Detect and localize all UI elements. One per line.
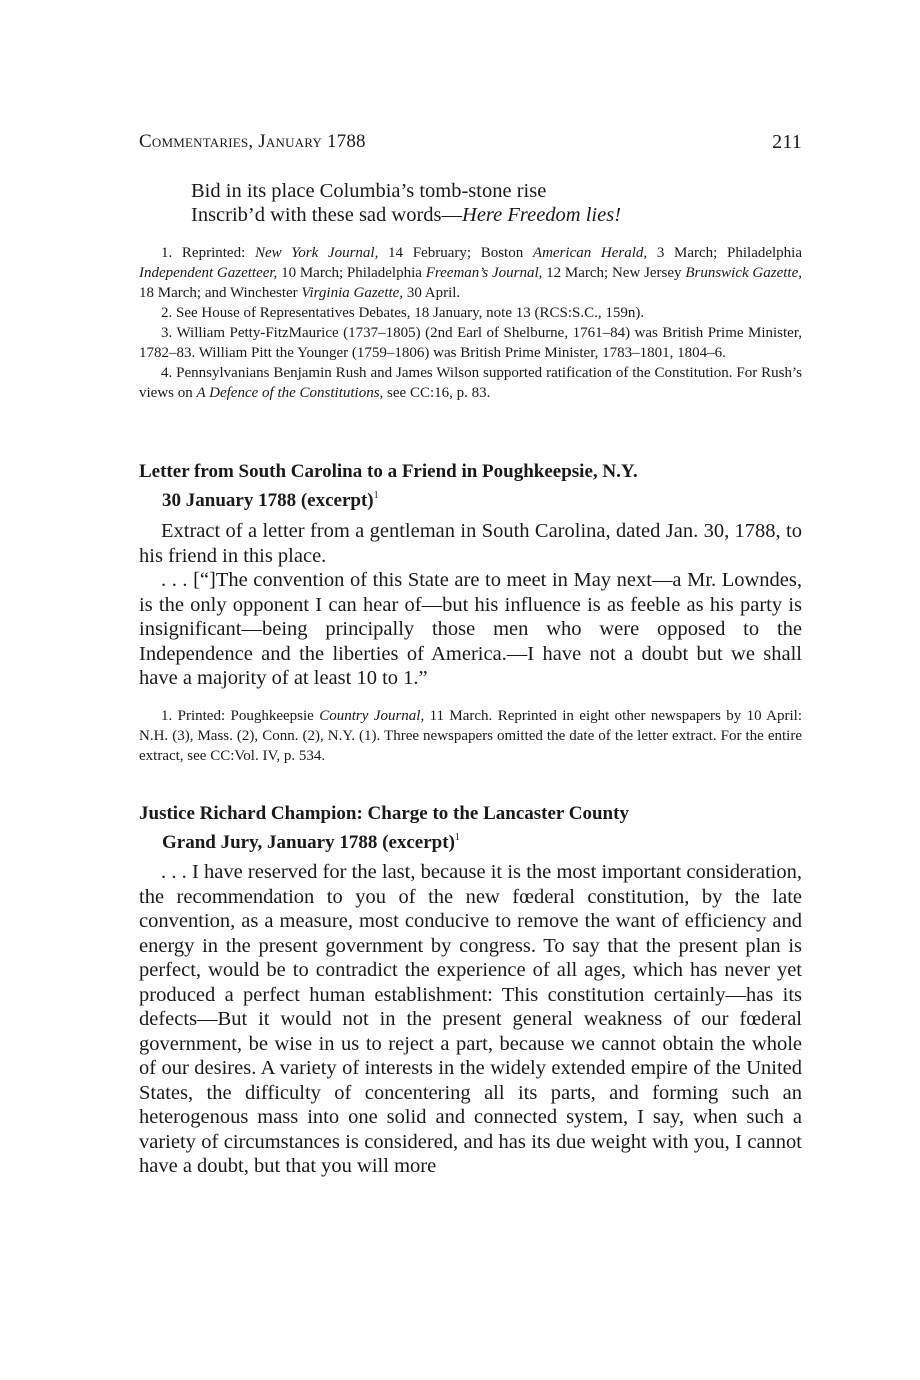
heading-line-2: Grand Jury, January 1788 (excerpt)$^1$ (162, 832, 460, 853)
footnote-ref: 1 (454, 832, 460, 843)
running-head-initial: C (139, 131, 152, 152)
running-header (139, 131, 802, 153)
page-number: 211 (772, 131, 802, 153)
footnote-ref: 1 (373, 490, 379, 501)
poem-line-1: Bid in its place Columbia’s tomb-stone rise (191, 180, 547, 202)
footnote-1: 1. Printed: Poughkeepsie Country Journal, 11 March. Reprinted in eight other newspapers by 10 April: N.H. (3), Mass. (2), Conn. (2), N.Y. (1). Three newspapers omitted the date of the letter extract. For the entire extract, see CC:Vol. IV, p. 534. (139, 708, 802, 764)
running-head-month: anuary (265, 131, 322, 152)
footnote-4: 4. Pennsylvanians Benjamin Rush and James Wilson supported ratification of the Constitution. For Rush’s views on A Defence of the Constitutions, see CC:16, p. 83. (139, 365, 802, 401)
poem-line-2-italic: Here Freedom lies! (462, 204, 622, 226)
section-heading-champion-charge (139, 802, 802, 855)
poem-line-2 (191, 203, 621, 227)
running-head (139, 131, 366, 153)
poem-couplet (191, 179, 621, 227)
running-head-initial-j: J (258, 131, 266, 152)
section-heading-south-carolina-letter (139, 460, 802, 513)
paragraph: . . . I have reserved for the last, because it is the most important consideration, the recommendation to you of the new fœderal constitution, by the late convention, as a measure, most conducive to remove the want of efficiency and energy in the present government by congress. To say that the present plan is perfect, would be to contradict the experience of all ages, which has never yet produced a perfect human establishment: This constitution certainly—has its defects—But it would not in the present general weakness of our fœderal government, be wise in us to reject a part, because we cannot obtain the whole of our desires. A variety of interests in the widely extended empire of the United States, the difficulty of concentering all its parts, and forming such an heterogenous mass into one solid and connected system, I say, when such a variety of circumstances is considered, and has its due weight with you, I cannot have a doubt, but that you will more (139, 861, 802, 1177)
running-head-year: 1788 (322, 131, 366, 152)
paragraph: Extract of a letter from a gentleman in South Carolina, dated Jan. 30, 1788, to his friend in this place. (139, 520, 802, 567)
heading-line-2: 30 January 1788 (excerpt)$^1$ (162, 490, 379, 511)
footnote-3: 3. William Petty-FitzMaurice (1737–1805) (2nd Earl of Shelburne, 1761–84) was British Prime Minister, 1782–83. William Pitt the Younger (1759–1806) was British Prime Minister, 1783–1801, 1804–6. (139, 325, 802, 361)
heading-line-1: Letter from South Carolina to a Friend in Poughkeepsie, N.Y. (139, 461, 638, 482)
paragraph: . . . [“]The convention of this State are to meet in May next—a Mr. Lowndes, is the only opponent I can hear of—but his influence is as feeble as his party is insignificant—being principally those men who were opposed to the Independence and the liberties of America.—I have not a doubt but we shall have a majority of at least 10 to 1.” (139, 569, 802, 689)
footnote-2: 2. See House of Representatives Debates, 18 January, note 13 (RCS:S.C., 159n). (161, 305, 645, 321)
body-text-south-carolina-letter (139, 519, 802, 691)
body-text-champion-charge (139, 860, 802, 1179)
footnotes-previous-document (139, 243, 802, 403)
footnotes-south-carolina-letter (139, 706, 802, 766)
heading-line-1: Justice Richard Champion: Charge to the Lancaster County (139, 803, 629, 824)
running-head-word: ommentaries, (151, 131, 259, 152)
footnote-1: 1. Reprinted: New York Journal, 14 February; Boston American Herald, 3 March; Philadelphia Independent Gazetteer, 10 March; Philadelphia Freeman’s Journal, 12 March; New Jersey Brunswick Gazette, 18 March; and Winchester Virginia Gazette, 30 April. (139, 245, 803, 301)
poem-line-2-text: Inscrib’d with these sad words— (191, 204, 463, 226)
